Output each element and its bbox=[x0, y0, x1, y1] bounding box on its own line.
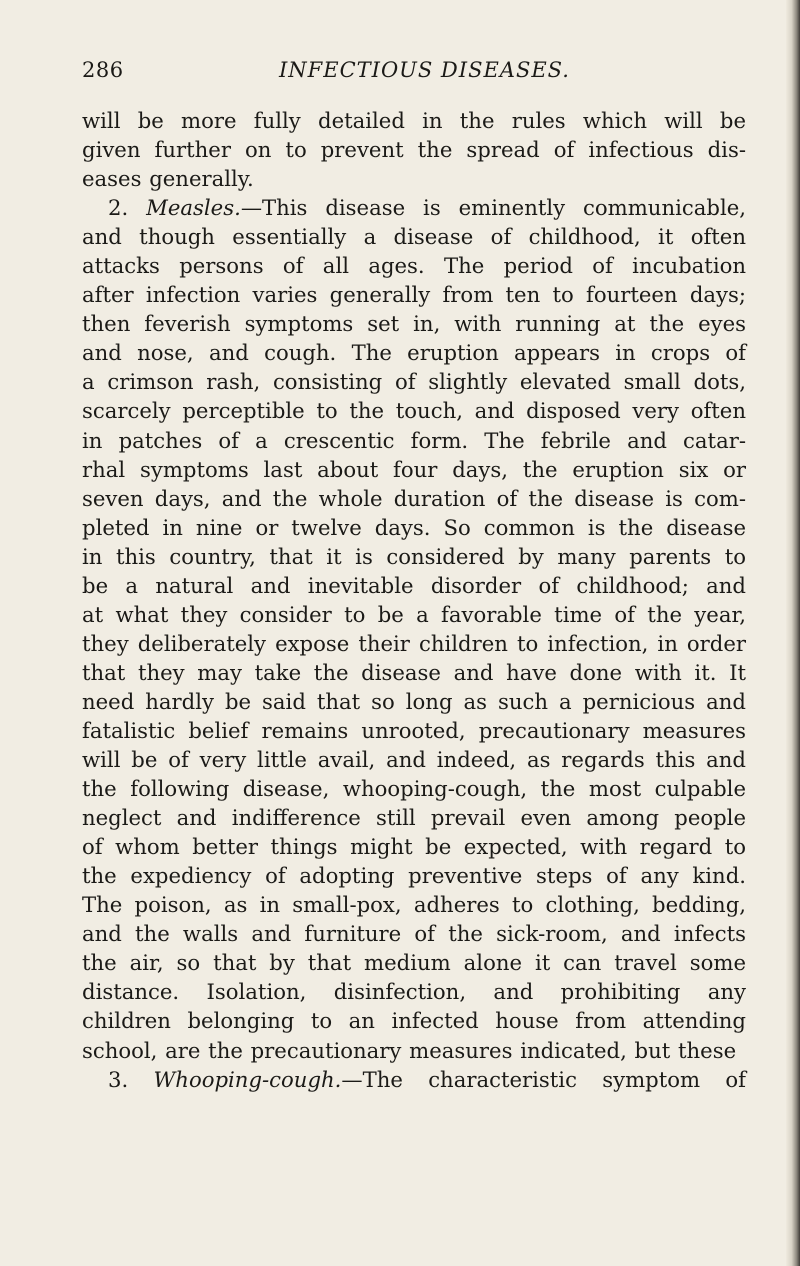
section-measles-first-line bbox=[82, 193, 746, 222]
page-edge-shadow bbox=[786, 0, 800, 1266]
text-line: fatalistic belief remains unrooted, precautionary measures bbox=[82, 717, 746, 743]
text-line: attacks persons of all ages. The period of incubation bbox=[82, 253, 746, 279]
text-line: eases generally. bbox=[82, 166, 254, 192]
text-line: the air, so that by that medium alone it can travel some bbox=[82, 950, 746, 976]
text-line: the following disease, whooping-cough, the most culpable bbox=[82, 776, 746, 802]
text-line: a crimson rash, consisting of slightly elevated small dots, bbox=[82, 369, 746, 395]
text-line: need hardly be said that so long as such a pernicious and bbox=[82, 688, 746, 714]
text-line: in patches of a crescentic form. The febrile and catar- bbox=[82, 427, 746, 453]
section-heading-measles: Measles. bbox=[146, 195, 241, 221]
text-fragment: —The characteristic symptom of bbox=[341, 1066, 746, 1092]
text-line: in this country, that it is considered by many parents to bbox=[82, 543, 746, 569]
text-line: rhal symptoms last about four days, the eruption six or bbox=[82, 456, 746, 482]
section-whooping-cough-first-line bbox=[82, 1065, 746, 1094]
text-line: the expediency of adopting preventive steps of any kind. bbox=[82, 863, 746, 889]
text-line: neglect and indifference still prevail even among people bbox=[82, 805, 746, 831]
text-line: school, are the precautionary measures indicated, but these bbox=[82, 1037, 737, 1063]
text-line: then feverish symptoms set in, with running at the eyes bbox=[82, 311, 746, 337]
text-line: after infection varies generally from ten to fourteen days; bbox=[82, 282, 746, 308]
text-line: will be of very little avail, and indeed, as regards this and bbox=[82, 747, 746, 773]
text-line: will be more fully detailed in the rules which will be bbox=[82, 108, 746, 133]
text-line: at what they consider to be a favorable time of the year, bbox=[82, 601, 746, 627]
text-line: and the walls and furniture of the sick-room, and infects bbox=[82, 921, 746, 947]
text-line: distance. Isolation, disinfection, and prohibiting any bbox=[82, 979, 746, 1005]
text-line: be a natural and inevitable disorder of childhood; and bbox=[82, 572, 746, 598]
running-title: INFECTIOUS DISEASES. bbox=[279, 58, 570, 82]
text-line: scarcely perceptible to the touch, and disposed very often bbox=[82, 398, 746, 424]
section-number: 2. bbox=[108, 195, 129, 221]
text-line: and though essentially a disease of childhood, it often bbox=[82, 224, 746, 250]
text-line: that they may take the disease and have done with it. It bbox=[82, 659, 746, 685]
text-line: The poison, as in small-pox, adheres to clothing, bedding, bbox=[82, 892, 746, 918]
text-line: children belonging to an infected house from attending bbox=[82, 1008, 746, 1034]
page-number: 286 bbox=[82, 58, 124, 82]
section-heading-whooping-cough: Whooping-cough. bbox=[153, 1066, 342, 1092]
text-line: seven days, and the whole duration of the disease is com- bbox=[82, 485, 746, 511]
body-text bbox=[82, 106, 746, 1094]
text-line: given further on to prevent the spread of infectious dis- bbox=[82, 137, 746, 163]
text-line: pleted in nine or twelve days. So common is the disease bbox=[82, 514, 746, 540]
text-line: and nose, and cough. The eruption appears in crops of bbox=[82, 340, 746, 366]
text-fragment: —This disease is eminently communicable, bbox=[240, 195, 746, 221]
text-line: they deliberately expose their children to infection, in order bbox=[82, 630, 746, 656]
page-header bbox=[82, 58, 747, 92]
text-line: of whom better things might be expected, with regard to bbox=[82, 834, 746, 860]
section-number: 3. bbox=[108, 1066, 129, 1092]
